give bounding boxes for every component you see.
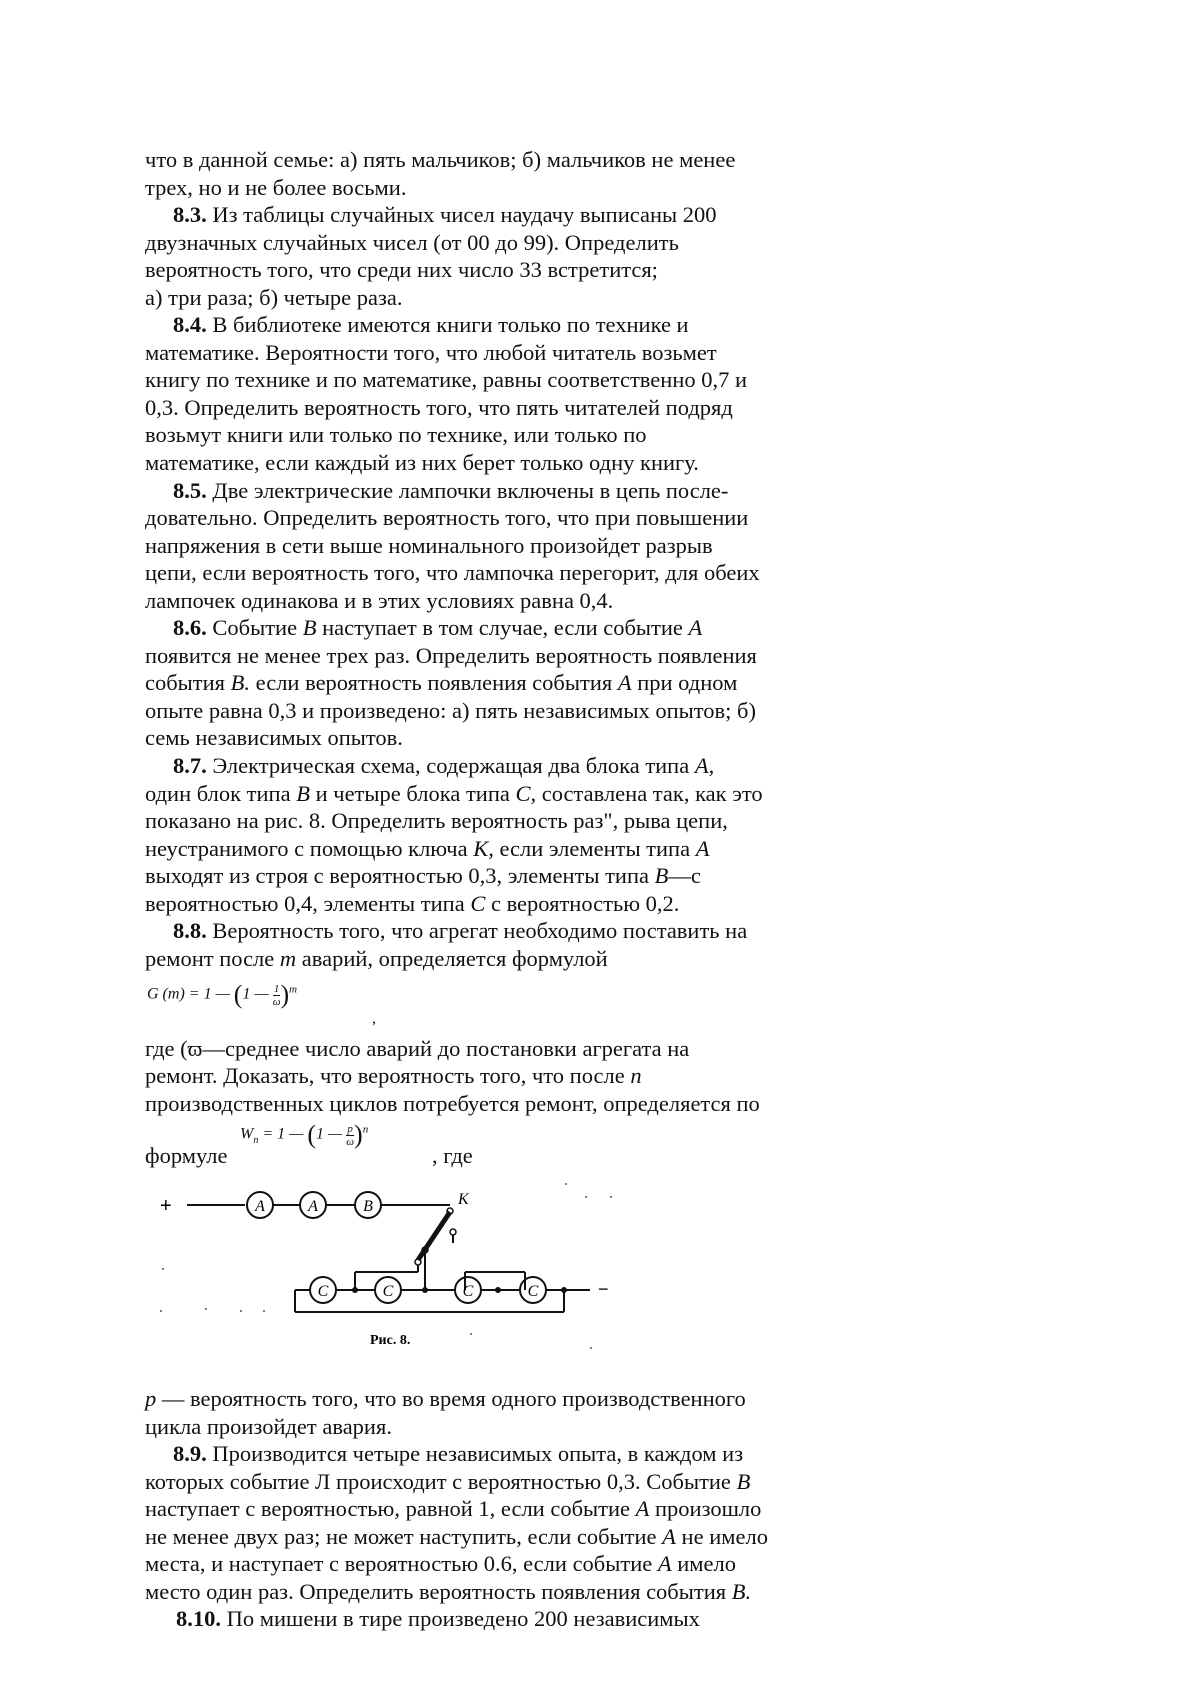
text-line: цепи, если вероятность того, что лампочка перегорит, для обеих bbox=[145, 560, 760, 585]
text-line: книгу по технике и по математике, равны соответственно 0,7 и bbox=[145, 367, 748, 392]
text-line: места, и наступает с вероятностью 0.6, если событие A имело bbox=[145, 1551, 736, 1576]
text-line: неустранимого с помощью ключа K, если элементы типа A bbox=[145, 836, 710, 861]
key-label: K bbox=[458, 1191, 469, 1208]
text-line: двузначных случайных чисел (от 00 до 99). Определить bbox=[145, 230, 679, 255]
problem-number: 8.10. bbox=[176, 1606, 221, 1631]
text-line: цикла произойдет авария. bbox=[145, 1414, 392, 1439]
text-line: что в данной семье: а) пять мальчиков; б) мальчиков не менее bbox=[145, 147, 736, 172]
junction-dot bbox=[422, 1287, 428, 1293]
text-line: формуле bbox=[145, 1143, 228, 1168]
text-line: трех, но и не более восьми. bbox=[145, 175, 407, 200]
scan-speck bbox=[263, 1310, 265, 1312]
circuit-diagram bbox=[150, 1180, 650, 1350]
problem-8-3-line: 8.3. Из таблицы случайных чисел наудачу выписаны 200 bbox=[173, 202, 717, 227]
formula-trailing-comma: , bbox=[372, 1010, 376, 1027]
text-line: вероятностью 0,4, элементы типа C с вероятностью 0,2. bbox=[145, 891, 680, 916]
text-line: семь независимых опытов. bbox=[145, 725, 403, 750]
text-line: p — вероятность того, что во время одного производственного bbox=[145, 1386, 746, 1411]
figure-caption: Рис. 8. bbox=[370, 1333, 411, 1348]
text-line: 0,3. Определить вероятность того, что пять читателей подряд bbox=[145, 395, 733, 420]
text-line: где (ϖ—среднее число аварий до постановки агрегата на bbox=[145, 1036, 690, 1061]
text-line: а) три раза; б) четыре раза. bbox=[145, 285, 403, 310]
text-line: наступает с вероятностью, равной 1, если событие A произошло bbox=[145, 1496, 762, 1521]
problem-number: 8.5. bbox=[173, 478, 207, 503]
block-b-label: B bbox=[363, 1198, 373, 1215]
text-line: , где bbox=[432, 1143, 473, 1168]
text-line: вероятность того, что среди них число 33 встретится; bbox=[145, 257, 658, 282]
text-line: которых событие Л происходит с вероятностью 0,3. Событие B bbox=[145, 1469, 751, 1494]
text-line: один блок типа B и четыре блока типа C, составлена так, как это bbox=[145, 781, 763, 806]
problem-number: 8.8. bbox=[173, 918, 207, 943]
junction-dot bbox=[352, 1287, 358, 1293]
text-line: опыте равна 0,3 и произведено: а) пять независимых опытов; б) bbox=[145, 698, 756, 723]
problem-number: 8.9. bbox=[173, 1441, 207, 1466]
problem-8-5-line: 8.5. Две электрические лампочки включены в цепь после- bbox=[173, 478, 729, 503]
scan-speck bbox=[590, 1347, 592, 1349]
text-line: производственных циклов потребуется ремонт, определяется по bbox=[145, 1091, 760, 1116]
scan-speck bbox=[585, 1196, 587, 1198]
problem-number: 8.3. bbox=[173, 202, 207, 227]
problem-number: 8.4. bbox=[173, 312, 207, 337]
block-c-1-label: C bbox=[317, 1283, 329, 1300]
text-line: появится не менее трех раз. Определить вероятность появления bbox=[145, 643, 757, 668]
block-c-2-label: C bbox=[382, 1283, 394, 1300]
plus-terminal: + bbox=[160, 1195, 172, 1217]
text-line: возьмут книги или только по технике, или только по bbox=[145, 422, 647, 447]
formula-w-n: $W_n = 1$ — (1 — $\frac{p}{\omega}$ )$^n$ bbox=[240, 1120, 369, 1149]
block-a-1-label: A bbox=[255, 1198, 265, 1215]
switch-contact-open bbox=[450, 1229, 456, 1235]
text-line: показано на рис. 8. Определить вероятность раз", рыва цепи, bbox=[145, 808, 728, 833]
block-a-2-label: A bbox=[308, 1198, 318, 1215]
text-line: ремонт после т аварий, определяется формулой bbox=[145, 946, 608, 971]
block-c-3-label: C bbox=[462, 1283, 474, 1300]
problem-8-6-line: 8.6. Событие B наступает в том случае, если событие A bbox=[173, 615, 703, 640]
text-line: события B. если вероятность появления события A при одном bbox=[145, 670, 738, 695]
scan-speck bbox=[610, 1196, 612, 1198]
scan-speck bbox=[565, 1183, 567, 1185]
scan-speck bbox=[162, 1268, 164, 1270]
scan-speck bbox=[240, 1310, 242, 1312]
block-c-4-label: C bbox=[527, 1283, 539, 1300]
text-line: лампочек одинакова и в этих условиях равна 0,4. bbox=[145, 588, 614, 613]
problem-number: 8.7. bbox=[173, 753, 207, 778]
text-line: напряжения в сети выше номинального произойдет разрыв bbox=[145, 533, 713, 558]
text-line: выходят из строя с вероятностью 0,3, элементы типа B—с bbox=[145, 863, 701, 888]
text-line: ремонт. Доказать, что вероятность того, что после n bbox=[145, 1063, 642, 1088]
text-line: не менее двух раз; не может наступить, если событие A не имело bbox=[145, 1524, 768, 1549]
formula-g-of-m: G (m) = 1 — (1 — $\frac{1}{\omega}$ )$^m$ bbox=[147, 980, 298, 1009]
text-line: довательно. Определить вероятность того, что при повышении bbox=[145, 505, 749, 530]
problem-8-7-line: 8.7. Электрическая схема, содержащая два блока типа A, bbox=[173, 753, 715, 778]
scan-speck bbox=[470, 1333, 472, 1335]
scan-speck bbox=[205, 1308, 207, 1310]
problem-8-9-line: 8.9. Производится четыре независимых опыта, в каждом из bbox=[173, 1441, 744, 1466]
problem-8-10-line: 8.10. По мишени в тире произведено 200 независимых bbox=[176, 1606, 700, 1631]
junction-dot bbox=[495, 1287, 501, 1293]
problem-8-8-line: 8.8. Вероятность того, что агрегат необходимо поставить на bbox=[173, 918, 748, 943]
minus-terminal: − bbox=[598, 1279, 609, 1299]
text-line: математике. Вероятности того, что любой читатель возьмет bbox=[145, 340, 717, 365]
problem-number: 8.6. bbox=[173, 615, 207, 640]
text-line: математике, если каждый из них берет только одну книгу. bbox=[145, 450, 699, 475]
scan-speck bbox=[160, 1310, 162, 1312]
text-line: место один раз. Определить вероятность появления события B. bbox=[145, 1579, 752, 1604]
problem-8-4-line: 8.4. В библиотеке имеются книги только по технике и bbox=[173, 312, 689, 337]
